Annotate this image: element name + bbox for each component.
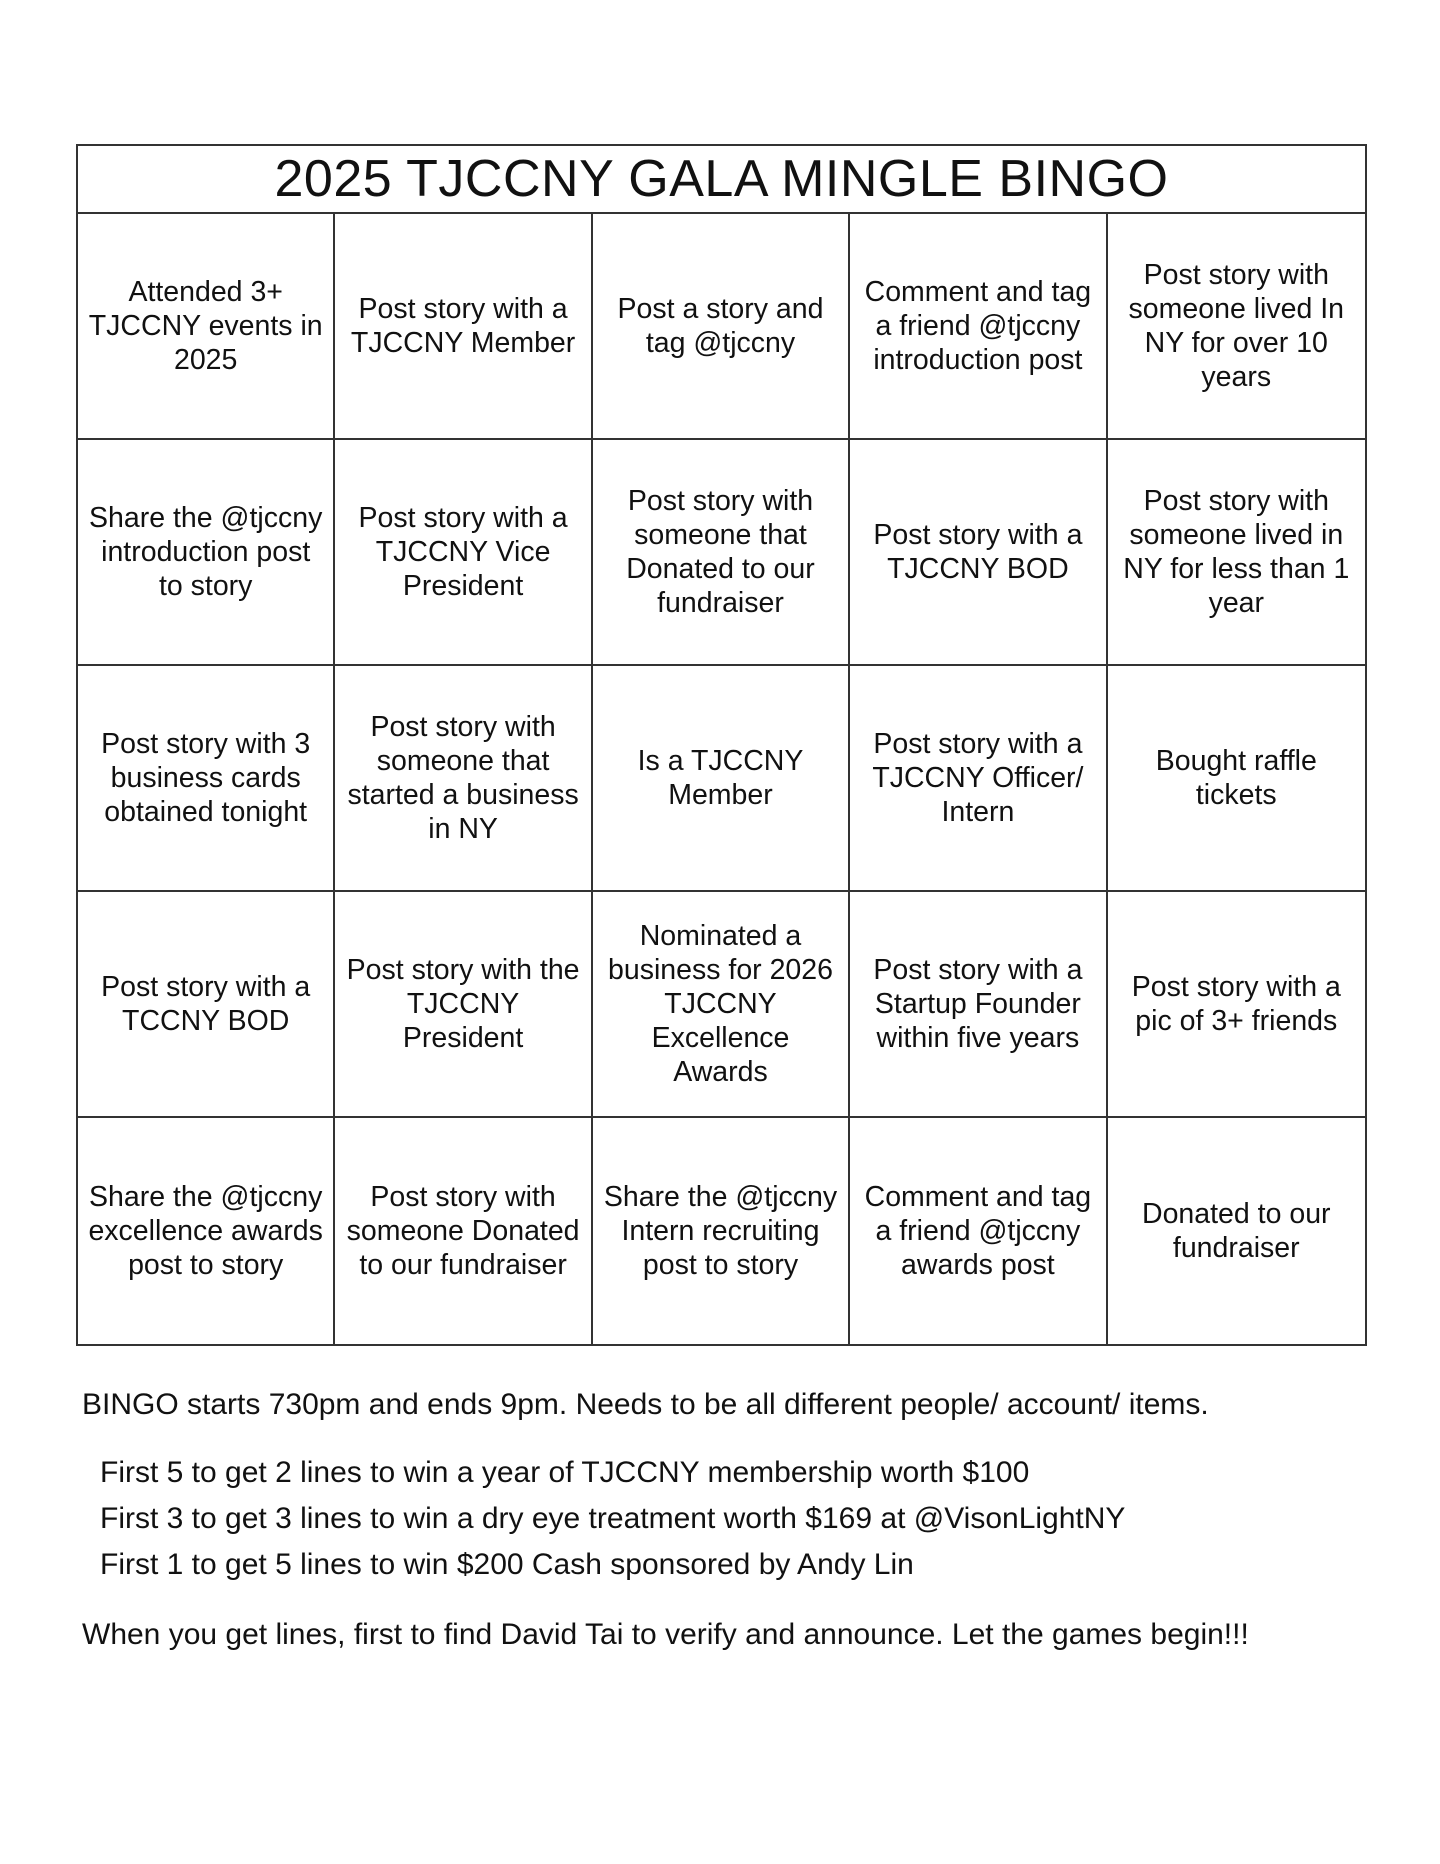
bingo-cell: Post story with 3 business cards obtained tonight	[78, 666, 335, 892]
bingo-cell: Post story with the TJCCNY President	[335, 892, 592, 1118]
bingo-cell: Post story with someone that Donated to our fundraiser	[593, 440, 850, 666]
bingo-grid	[78, 214, 1365, 1344]
bingo-cell: Share the @tjccny Intern recruiting post to story	[593, 1118, 850, 1344]
rules-section	[82, 1382, 1382, 1658]
bingo-cell: Post story with a TJCCNY Vice President	[335, 440, 592, 666]
bingo-cell: Comment and tag a friend @tjccny awards post	[850, 1118, 1107, 1344]
bingo-cell: Attended 3+ TJCCNY events in 2025	[78, 214, 335, 440]
bingo-cell: Donated to our fundraiser	[1142, 1198, 1331, 1264]
prize-item: First 3 to get 3 lines to win a dry eye treatment worth $169 at @VisonLightNY	[100, 1502, 1126, 1535]
prize-list	[82, 1450, 1382, 1588]
prize-item: First 1 to get 5 lines to win $200 Cash sponsored by Andy Lin	[100, 1548, 914, 1581]
bingo-cell: Comment and tag a friend @tjccny introduction post	[850, 214, 1107, 440]
bingo-cell: Post a story and tag @tjccny	[593, 214, 850, 440]
prize-item: First 5 to get 2 lines to win a year of TJCCNY membership worth $100	[100, 1456, 1030, 1489]
bingo-title: 2025 TJCCNY GALA MINGLE BINGO	[78, 146, 1365, 214]
bingo-cell: Post story with someone that started a business in NY	[335, 666, 592, 892]
bingo-card	[76, 144, 1367, 1346]
bingo-cell: Share the @tjccny introduction post to story	[78, 440, 335, 666]
bingo-cell: Share the @tjccny excellence awards post to story	[78, 1118, 335, 1344]
bingo-cell: Post story with a Startup Founder within five years	[850, 892, 1107, 1118]
bingo-cell: Post story with a TJCCNY Member	[335, 214, 592, 440]
bingo-cell: Post story with someone lived In NY for over 10 years	[1108, 214, 1365, 440]
bingo-cell: Bought raffle tickets	[1108, 666, 1365, 892]
bingo-cell: Post story with someone Donated to our fundraiser	[335, 1118, 592, 1344]
bingo-cell: Post story with someone lived in NY for less than 1 year	[1108, 440, 1365, 666]
bingo-cell: Nominated a business for 2026 TJCCNY Excellence Awards	[593, 892, 850, 1118]
bingo-cell: Is a TJCCNY Member	[593, 666, 850, 892]
bingo-cell: Post story with a pic of 3+ friends	[1108, 892, 1365, 1118]
bingo-cell: Post story with a TJCCNY Officer/ Intern	[850, 666, 1107, 892]
bingo-cell: Post story with a TJCCNY BOD	[850, 440, 1107, 666]
rules-intro: BINGO starts 730pm and ends 9pm. Needs to be all different people/ account/ items.	[82, 1388, 1209, 1421]
rules-closing: When you get lines, first to find David Tai to verify and announce. Let the games begin!!!	[82, 1618, 1249, 1651]
bingo-cell: Post story with a TCCNY BOD	[78, 892, 335, 1118]
